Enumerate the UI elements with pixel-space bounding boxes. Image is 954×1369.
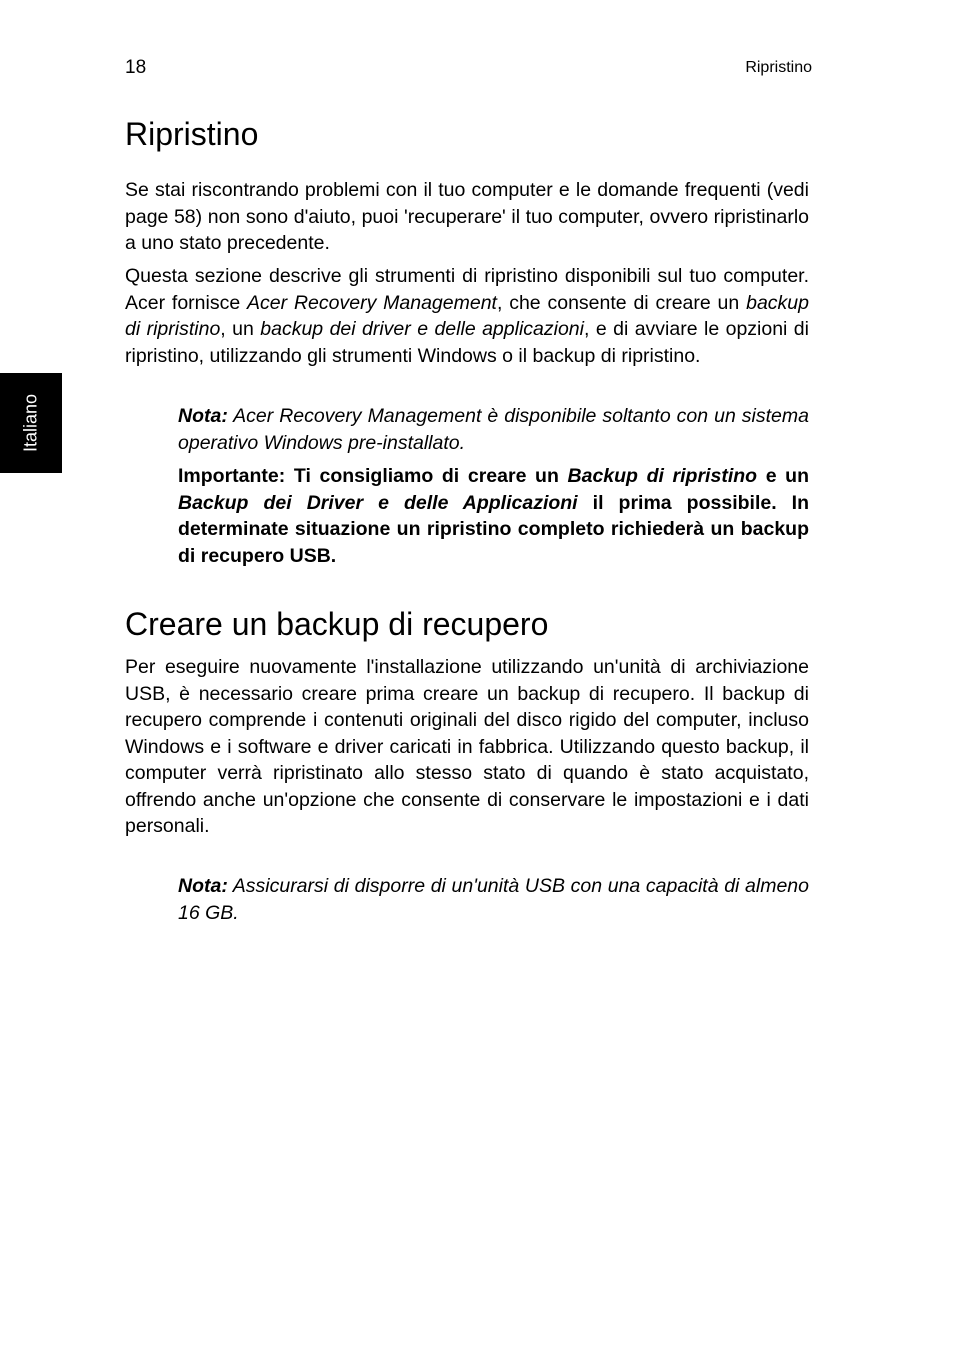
section-title-ripristino: Ripristino xyxy=(125,116,259,152)
note-usb-capacity xyxy=(178,873,809,926)
important-text: il prima possibile. In determinate situazione un ripristino completo richiederà un backup di recupero USB. xyxy=(178,491,809,567)
important-notice xyxy=(178,463,809,569)
description-text: Questa sezione descrive gli strumenti di ripristino disponibili sul tuo computer. Acer fornisce xyxy=(125,265,809,314)
running-header: Ripristino xyxy=(745,59,812,76)
description-text: , e di avviare le opzioni di ripristino, utilizzando gli strumenti Windows o il backup di ripristino. xyxy=(125,318,809,367)
backup-paragraph: Per eseguire nuovamente l'installazione utilizzando un'unità di archiviazione USB, è necessario creare prima creare un backup di recupero. Il backup di recupero comprende i contenuti originali del disco rigido del computer, incluso Windows e i software e driver caricati in fabbrica. Utilizzando questo backup, il computer verrà ripristinato allo stesso stato di quando è stato acquistato, offrendo anche un'opzione che consente di conservare le impostazioni e i dati personali. xyxy=(125,656,809,837)
page-number: 18 xyxy=(125,57,147,78)
description-text: , un xyxy=(220,318,261,340)
important-text: e un xyxy=(757,465,809,487)
important-text: Importante: Ti consigliamo di creare un xyxy=(178,465,568,487)
note-text: Assicurarsi di disporre di un'unità USB con una capacità di almeno 16 GB. xyxy=(178,875,809,924)
description-paragraph xyxy=(125,263,809,369)
drivers-backup-term: backup dei driver e delle applicazioni xyxy=(260,318,584,340)
product-name: Acer Recovery Management xyxy=(247,291,497,314)
description-text: , che consente di creare un xyxy=(496,291,747,314)
language-tab-label: Italiano xyxy=(20,393,41,453)
intro-paragraph: Se stai riscontrando problemi con il tuo computer e le domande frequenti (vedi page 58) non sono d'aiuto, puoi 'recuperare' il tuo computer, ovvero ripristinarlo a uno stato precedente. xyxy=(125,179,809,254)
note-label: Nota: xyxy=(178,405,228,427)
recovery-backup-term: backup di ripristino xyxy=(125,291,809,340)
section-title-backup: Creare un backup di recupero xyxy=(125,606,549,642)
note-label: Nota: xyxy=(178,875,228,897)
note-recovery-management xyxy=(178,403,809,456)
language-tab xyxy=(0,373,62,473)
important-item-drivers: Backup dei Driver e delle Applicazioni xyxy=(178,491,578,514)
important-item-recovery: Backup di ripristino xyxy=(567,465,758,487)
note-text: Acer Recovery Management è disponibile soltanto con un sistema operativo Windows pre-installato. xyxy=(178,405,809,454)
